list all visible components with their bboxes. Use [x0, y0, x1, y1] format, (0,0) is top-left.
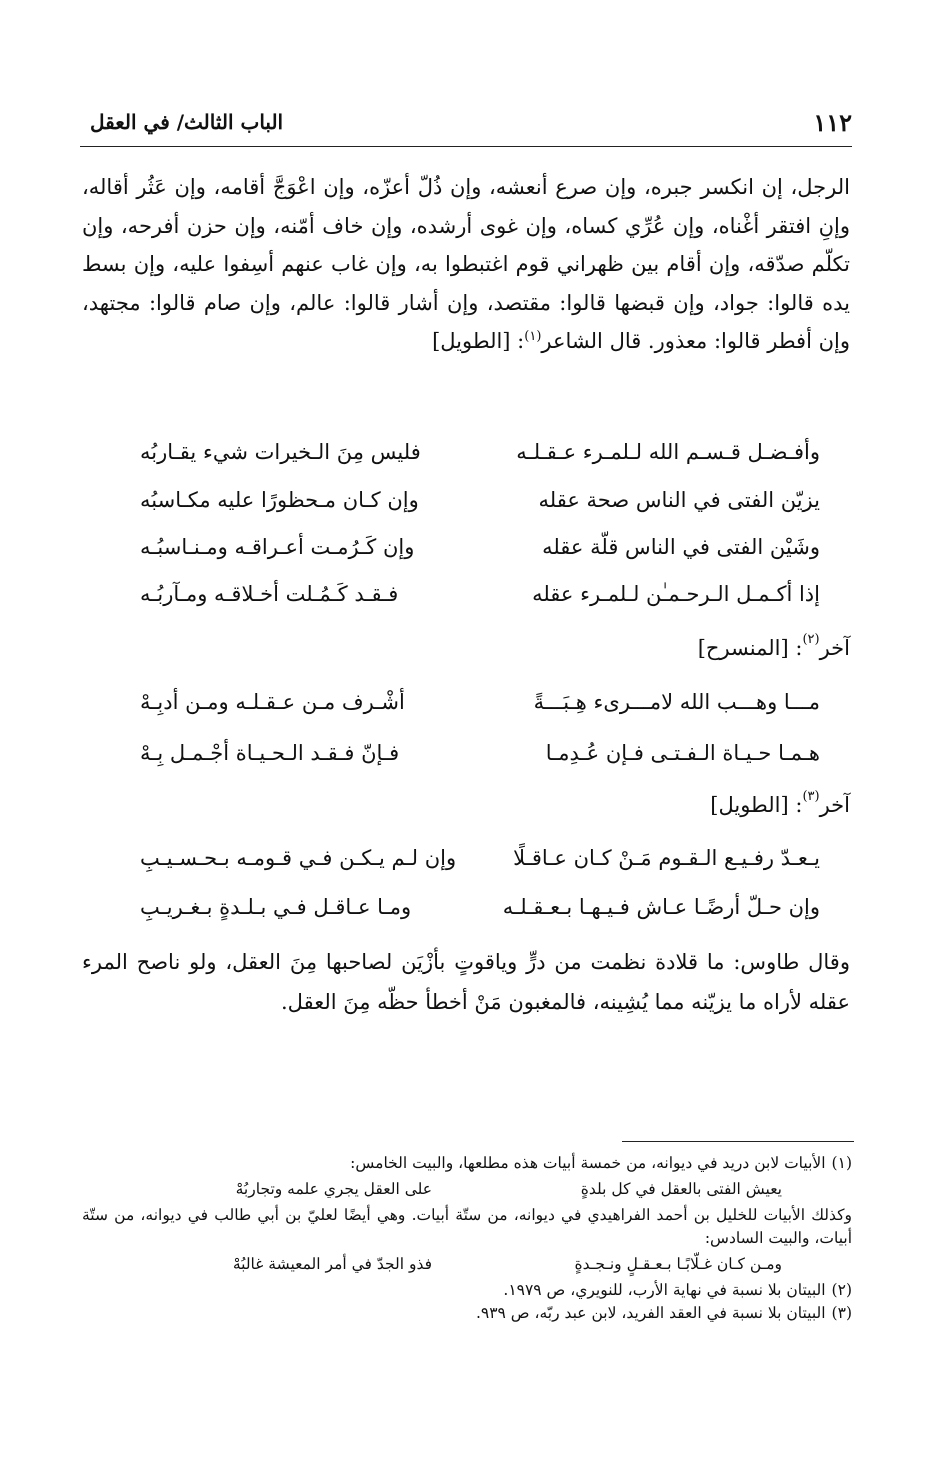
- hemistich-first: يزيّن الفتى في الناس صحة عقله: [538, 488, 820, 512]
- footnote-separator: [622, 1141, 854, 1142]
- running-title: الباب الثالث/ في العقل: [90, 110, 284, 134]
- hemistich-second: وإن كـان مـحظورًا عليه مكـاسبُه: [140, 488, 419, 512]
- footnote-ref-3[interactable]: (٣): [802, 789, 820, 804]
- hemistich-second: فـإنّ فـقـد الـحـيـاة أجْـمـل بِـهْ: [140, 741, 400, 765]
- footnote-ref-2[interactable]: (٢): [802, 632, 820, 647]
- page-header: [80, 108, 852, 142]
- footnote-number: (٣): [831, 1304, 852, 1322]
- poem3-verse: [140, 846, 820, 886]
- poem2-label: آخر: [819, 636, 850, 660]
- main-paragraph-block: [82, 168, 850, 361]
- hemistich-first: وشَيْن الفتى في الناس قلّة عقله: [542, 535, 820, 559]
- page-number: ١١٢: [813, 108, 852, 137]
- poem1-verse: [140, 440, 820, 480]
- closing-paragraph: وقال طاوس: ما قلادة نظمت من درٍّ وياقوتٍ بأزْيَن لصاحبها مِنَ العقل، ولو ناصح المرء عقله لأراه ما يزيّنه مما يُشِينه، فالمغبون مَنْ أخطأ حظّه مِنَ العقل.: [82, 950, 850, 1014]
- hemistich-second: وإن كَـرُمـت أعـراقـه ومـنـاسبُـه: [140, 535, 415, 559]
- hemistich-second: فليس مِنَ الـخيرات شيء يقـاربُه: [140, 440, 421, 464]
- hemistich-second: وإن لـم يـكـن فـي قـومـه بـحـسـيـبِ: [140, 846, 457, 870]
- header-rule: [80, 146, 852, 147]
- hemistich-second: فذو الجدّ في أمر المعيشة غالبُهْ: [232, 1254, 432, 1273]
- footnote-text-continued: وكذلك الأبيات للخليل بن أحمد الفراهيدي في ديوانه، من ستّة أبيات. وهي أيضًا لعليّ بن أبي طالب في ديوانه، من ستّة أبيات، والبيت السادس:: [82, 1205, 852, 1247]
- main-paragraph: [82, 168, 850, 361]
- hemistich-first: يـعـدّ رفـيـع الـقـوم مَـنْ كـان عـاقـلًا: [513, 846, 820, 870]
- meter-label-2: : [المنسرح]: [697, 636, 803, 660]
- hemistich-second: أشْـرف مـن عـقـلـه ومـن أدبِـهْ: [140, 690, 405, 714]
- meter-label-3: : [الطويل]: [710, 793, 803, 817]
- poem2-verse: [140, 741, 820, 781]
- meter-label-1: : [الطويل]: [432, 329, 525, 353]
- poem1-verse: [140, 535, 820, 575]
- poem2-verse: [140, 690, 820, 730]
- poem1-verse: [140, 582, 820, 622]
- footnote-text: البيتان بلا نسبة في نهاية الأرب، للنويري، ص ١٩٧٩.: [503, 1280, 826, 1299]
- hemistich-first: هـمـا حـيـاة الـفـتـى فـإن عُـدِمـا: [545, 741, 820, 765]
- footnote-2: [82, 1279, 852, 1303]
- poem3-intro: [710, 789, 850, 833]
- hemistich-first: مـــا وهـــب الله لامـــرىء هِـبَـــةً: [533, 690, 820, 714]
- hemistich-second: ومـا عـاقـل فـي بـلـدةٍ بـغـريـبِ: [140, 895, 412, 919]
- hemistich-first: ومـن كـان غـلّابًـا بـعـقـلٍ ونـجـدةٍ: [574, 1254, 782, 1273]
- hemistich-first: وأفـضـل قـسـم الله لـلمـرء عـقـلـه: [516, 440, 820, 464]
- poem2-intro: [697, 632, 850, 676]
- footnote-1: [82, 1152, 852, 1176]
- hemistich-first: وإن حـلّ أرضًـا عـاش فـيـهـا بـعـقـلـه: [502, 895, 820, 919]
- poem3-label: آخر: [819, 793, 850, 817]
- closing-paragraph-block: [82, 942, 850, 1022]
- hemistich-first: إذا أكـمـل الـرحـمـٰن لـلمـرء عقله: [532, 582, 820, 606]
- poem3-verse: [140, 895, 820, 935]
- poem1-verse: [140, 488, 820, 528]
- footnotes: [82, 1152, 852, 1326]
- footnote-3: [82, 1302, 852, 1326]
- hemistich-first: يعيش الفتى بالعقل في كل بلدةٍ: [580, 1179, 782, 1198]
- footnote-ref-1[interactable]: (١): [524, 329, 542, 344]
- footnote-verse: [82, 1178, 852, 1202]
- footnote-number: (١): [831, 1154, 852, 1172]
- hemistich-second: فـقـد كَـمُـلت أخـلاقـه ومـآربُـه: [140, 582, 399, 606]
- footnote-text: الأبيات لابن دريد في ديوانه، من خمسة أبيات هذه مطلعها، والبيت الخامس:: [350, 1154, 826, 1172]
- footnote-text: البيتان بلا نسبة في العقد الفريد، لابن عبد ربّه، ص ٩٣٩.: [475, 1304, 826, 1322]
- main-paragraph-text: الرجل، إن انكسر جبره، وإن صرع أنعشه، وإن ذُلّ أعزّه، وإن اعْوَجَّ أقامه، وإن عَثُر أقاله، وإنِ افتقر أغْناه، وإن عُرِّي كساه، وإن غوى أرشده، وإن خاف أمّنه، وإن حزن أفرحه، وإن تكلّم صدّقه، وإن أقام بين ظهراني قوم اغتبطوا به، وإن غاب عنهم أسِفوا عليه، وإن بسط يده قالوا: جواد، وإن قبضها قالوا: مقتصد، وإن أشار قالوا: عالم، وإن صام قالوا: مجتهد، وإن أفطر قالوا: معذور. قال الشاعر: [82, 175, 850, 353]
- footnote-number: (٢): [831, 1280, 852, 1299]
- hemistich-second: على العقل يجري علمه وتجاربُهْ: [235, 1179, 432, 1198]
- footnote-verse: [82, 1253, 852, 1277]
